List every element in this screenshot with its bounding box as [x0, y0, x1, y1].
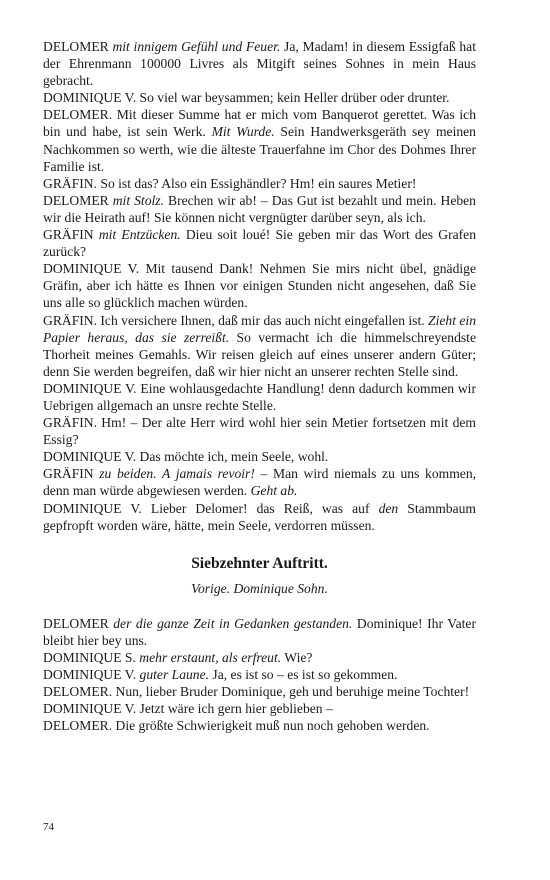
page-number: 74 [43, 821, 54, 833]
dialogue-paragraph [43, 414, 476, 448]
scene-heading: Siebzehnter Auftritt. [191, 554, 328, 572]
stage-direction: mehr erstaunt, als erfreut. [139, 649, 282, 665]
dialogue-text: GRÄFIN. Ich versichere Ihnen, daß mir das auch nicht eingefallen ist. [43, 312, 429, 328]
stage-direction: mit Stolz. [112, 192, 164, 208]
dialogue-paragraph [43, 700, 476, 717]
dialogue-paragraph [43, 683, 476, 700]
dialogue-text: DELOMER. Die größte Schwierigkeit muß nun noch gehoben werden. [43, 718, 430, 734]
dialogue-paragraph [43, 226, 476, 260]
dialogue-paragraph [43, 106, 476, 174]
dialogue-text: Dieu soit loué! Sie geben mir das Wort des Grafen zurück? [43, 227, 476, 260]
stage-direction: Zieht ein Papier heraus, das sie zerreißt. [43, 312, 476, 345]
dialogue-text: DOMINIQUE S. [43, 649, 140, 665]
stage-direction: mit Entzücken. [98, 227, 181, 243]
dialogue-text: Ja, Madam! in diesem Essigfaß hat der Ehrenmann 100000 Livres als Mitgift seines Sohnes in mein Haus gebracht. [43, 39, 476, 89]
dialogue-paragraph [43, 89, 476, 106]
stage-direction: der die ganze Zeit in Gedanken gestanden. [113, 615, 353, 631]
dialogue-text: Sein Handwerksgeräth sey meinen Nachkommen so werth, wie die älteste Trauerfahne im Chor des Dohmes Ihrer Familie ist. [43, 124, 476, 174]
dialogue-paragraph [43, 615, 476, 649]
dialogue-text: GRÄFIN. Hm! – Der alte Herr wird wohl hier sein Metier fortsetzen mit dem Essig? [43, 415, 476, 448]
dialogue-text: DOMINIQUE V. Eine wohlausgedachte Handlung! denn dadurch kommen wir Uebrigen allgemach an unsre rechte Stelle. [43, 380, 476, 413]
dialogue-text: GRÄFIN [43, 227, 99, 243]
stage-direction: Geht ab. [250, 483, 298, 499]
dialogue-text: Wie? [281, 649, 313, 665]
dialogue-text: So vermacht ich die himmelschreyendste Thorheit meines Gemahls. Wir reisen gleich auf eines unserer andern Güter; denn Sie werden begreifen, daß wir hier nicht an unserer rechten Stelle sind. [43, 329, 476, 379]
stage-direction: den [378, 500, 399, 516]
dialogue-paragraph [43, 465, 476, 499]
dialogue-text: DELOMER. Nun, lieber Bruder Dominique, geh und beruhige meine Tochter! [43, 684, 470, 700]
book-page [43, 38, 476, 734]
dialogue-text: DELOMER. Mit dieser Summe hat er mich vom Banquerot gerettet. Was ich bin und habe, ist sein Werk. [43, 107, 476, 140]
dialogue-paragraph [43, 717, 476, 734]
dialogue-block-2 [43, 615, 476, 735]
dialogue-text: Dominique! Ihr Vater bleibt hier bey uns. [43, 615, 476, 648]
dialogue-paragraph [43, 649, 476, 666]
dialogue-text: Stammbaum gepfropft worden wäre, hätte, mein Seele, verdorren müssen. [43, 500, 476, 533]
dialogue-text: DELOMER [43, 192, 113, 208]
dialogue-paragraph [43, 666, 476, 683]
dialogue-paragraph [43, 448, 476, 465]
dialogue-paragraph [43, 175, 476, 192]
dialogue-paragraph [43, 38, 476, 89]
dialogue-text: DOMINIQUE V. So viel war beysammen; kein Heller drüber oder drunter. [43, 90, 450, 106]
dialogue-paragraph [43, 192, 476, 226]
stage-direction: zu beiden. A jamais revoir! [99, 466, 255, 482]
dialogue-paragraph [43, 260, 476, 311]
dialogue-text: DOMINIQUE V. [43, 667, 140, 682]
dialogue-paragraph [43, 380, 476, 414]
scene-characters: Vorige. Dominique Sohn. [191, 580, 328, 596]
dialogue-paragraph [43, 500, 476, 534]
dialogue-text: – Man wird niemals zu uns kommen, denn man würde abgewiesen werden. [43, 466, 477, 499]
dialogue-text: GRÄFIN. So ist das? Also ein Essighändler? Hm! ein saures Metier! [43, 175, 417, 191]
stage-direction: guter Laune. [139, 667, 210, 682]
dialogue-block-1 [43, 38, 476, 534]
dialogue-text: DELOMER [43, 39, 113, 54]
stage-direction: Mit Wurde. [211, 124, 275, 140]
dialogue-paragraph [43, 312, 476, 380]
dialogue-text: DELOMER [43, 615, 114, 631]
dialogue-text: DOMINIQUE V. Das möchte ich, mein Seele, wohl. [43, 449, 329, 465]
dialogue-text: Brechen wir ab! – Das Gut ist bezahlt und mein. Heben wir die Heirath auf! Sie können nicht vergnügter darüber seyn, als ich. [43, 192, 476, 225]
dialogue-text: DOMINIQUE V. Jetzt wäre ich gern hier geblieben – [43, 701, 333, 717]
dialogue-text: Ja, es ist so – es ist so gekommen. [209, 667, 398, 682]
dialogue-text: DOMINIQUE V. Mit tausend Dank! Nehmen Sie mirs nicht übel, gnädige Gräfin, aber ich hätte es Ihnen vor einigen Stunden nicht angesehen, daß Sie uns alle so glücklich machen würden. [43, 261, 476, 311]
dialogue-text: DOMINIQUE V. Lieber Delomer! das Reiß, was auf [43, 500, 379, 516]
stage-direction: mit innigem Gefühl und Feuer. [112, 39, 281, 54]
dialogue-text: GRÄFIN [43, 466, 100, 482]
